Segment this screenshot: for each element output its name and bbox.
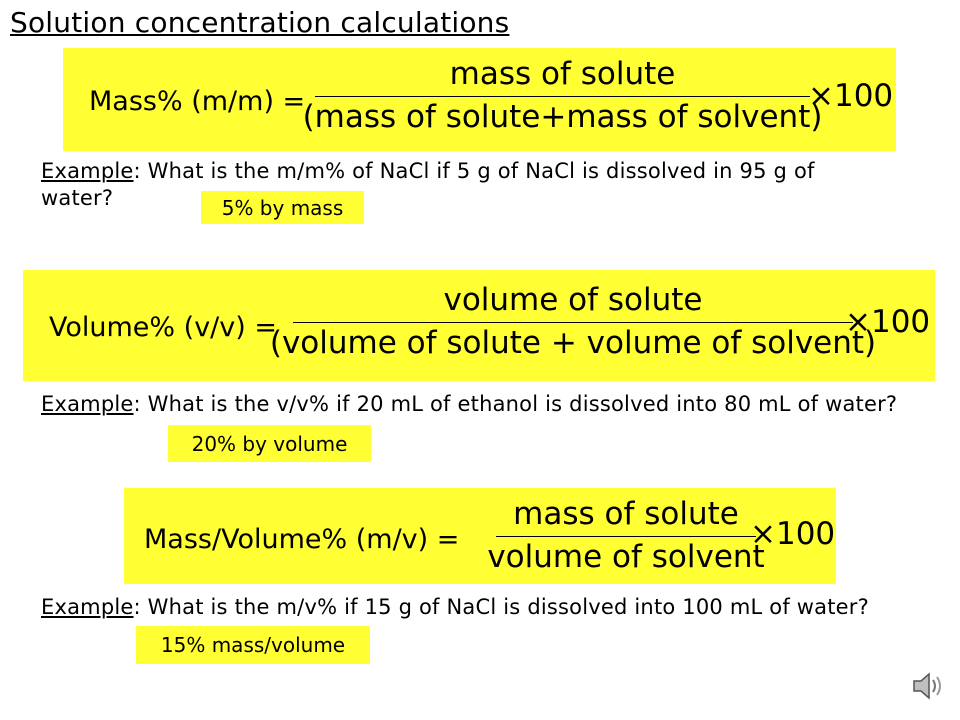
mass-volume-percent-denominator: volume of solvent — [487, 539, 765, 575]
page-title: Solution concentration calculations — [10, 6, 510, 39]
fraction-bar — [315, 96, 810, 97]
example-2 — [41, 391, 921, 418]
mass-percent-fraction — [302, 56, 823, 135]
volume-percent-fraction — [269, 282, 877, 361]
mass-volume-percent-numerator: mass of solute — [513, 496, 739, 532]
example-3-text: : What is the m/v% if 15 g of NaCl is dissolved into 100 mL of water? — [133, 595, 869, 619]
example-3-prefix: Example — [41, 595, 134, 619]
mass-volume-percent-fraction — [487, 496, 765, 575]
example-1-prefix: Example — [41, 159, 134, 183]
example-2-prefix: Example — [41, 392, 134, 416]
fraction-bar — [293, 322, 853, 323]
mass-volume-percent-multiplier: ×100 — [750, 516, 836, 552]
example-2-answer: 20% by volume — [168, 425, 371, 462]
mass-percent-formula-box — [63, 48, 896, 151]
mass-percent-numerator: mass of solute — [449, 56, 676, 92]
example-1-text: : What is the m/m% of NaCl if 5 g of NaCl is dissolved in 95 g of water? — [41, 159, 815, 210]
mass-percent-multiplier: ×100 — [808, 78, 894, 114]
speaker-icon[interactable] — [910, 668, 946, 704]
volume-percent-denominator: (volume of solute + volume of solvent) — [269, 325, 877, 361]
example-1 — [41, 158, 841, 212]
example-3 — [41, 594, 921, 621]
volume-percent-numerator: volume of solute — [443, 282, 703, 318]
mass-percent-denominator: (mass of solute+mass of solvent) — [302, 99, 823, 135]
example-3-answer: 15% mass/volume — [136, 626, 370, 664]
mass-volume-percent-label: Mass/Volume% (m/v) = — [144, 524, 460, 555]
volume-percent-formula-box — [23, 270, 935, 381]
volume-percent-label: Volume% (v/v) = — [49, 312, 277, 343]
mass-percent-label: Mass% (m/m) = — [89, 86, 306, 117]
mass-volume-percent-formula-box — [124, 488, 836, 584]
volume-percent-multiplier: ×100 — [845, 304, 931, 340]
example-2-text: : What is the v/v% if 20 mL of ethanol is dissolved into 80 mL of water? — [133, 392, 898, 416]
example-1-answer: 5% by mass — [201, 191, 364, 224]
fraction-bar — [496, 536, 756, 537]
